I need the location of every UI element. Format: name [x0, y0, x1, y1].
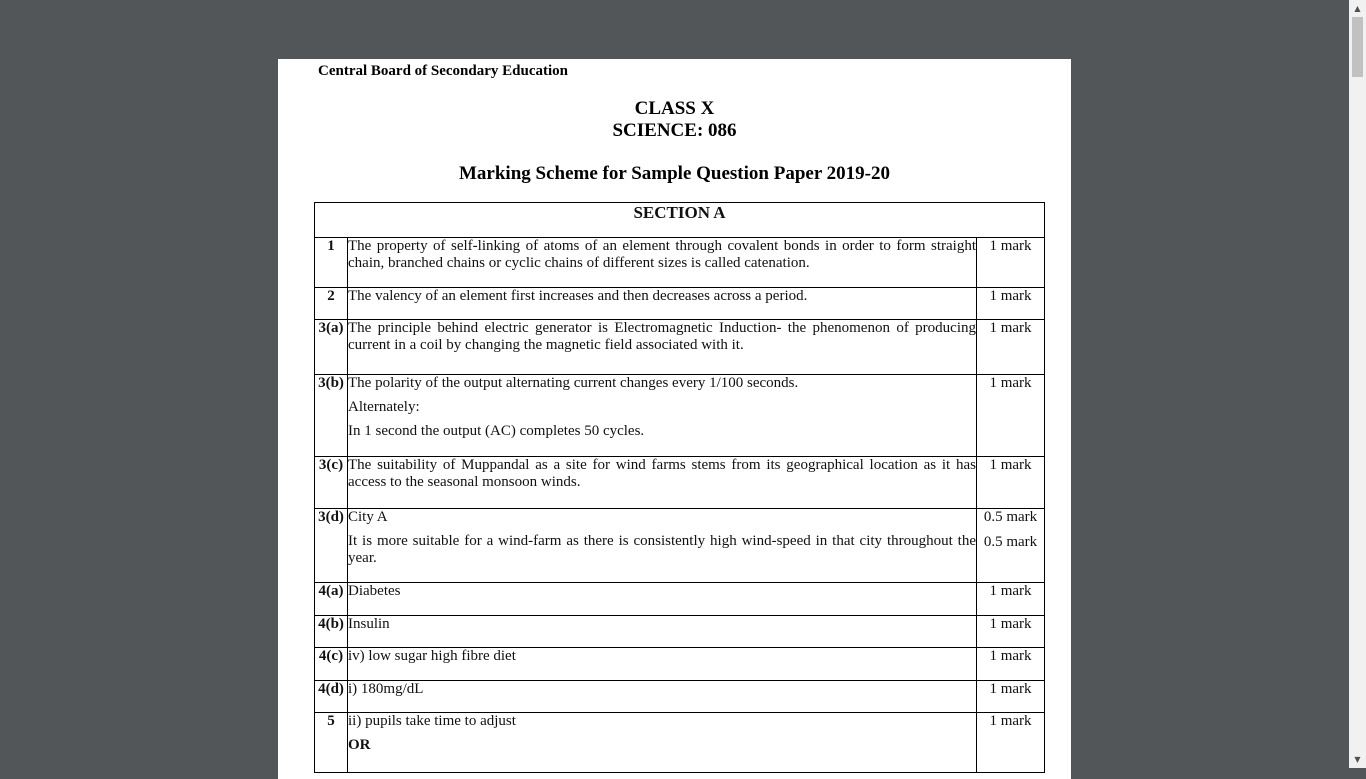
table-row: [315, 509, 1045, 583]
question-number: 3(b): [315, 375, 348, 457]
marks-cell: [977, 320, 1045, 375]
table-row: [315, 457, 1045, 509]
scroll-up-arrow-icon[interactable]: ▲: [1354, 4, 1361, 13]
question-number: 3(a): [315, 320, 348, 375]
question-number: 4(a): [315, 583, 348, 616]
scroll-down-arrow-icon[interactable]: ▼: [1354, 755, 1361, 764]
answer-text: ii) pupils take time to adjust: [348, 713, 516, 729]
marks-text: 1 mark: [989, 681, 1032, 697]
vertical-scrollbar[interactable]: [1349, 0, 1366, 768]
marks-text: 1 mark: [989, 238, 1032, 254]
question-number: 4(b): [315, 616, 348, 648]
marking-scheme-table: [314, 202, 1045, 773]
question-number: 5: [315, 713, 348, 773]
answer-cell: [348, 616, 977, 648]
marks-cell: [977, 681, 1045, 713]
table-row: [315, 681, 1045, 713]
answer-text: City A: [348, 509, 388, 525]
scrollbar-thumb[interactable]: [1352, 17, 1363, 77]
table-row: [315, 713, 1045, 773]
table-row: [315, 320, 1045, 375]
table-row: [315, 288, 1045, 320]
answer-text: In 1 second the output (AC) completes 50 cycles.: [348, 423, 645, 439]
answer-text: The suitability of Muppandal as a site for wind farms stems from its geographical location as it has access to the seasonal monsoon winds.: [348, 457, 976, 490]
marks-text: 1 mark: [989, 713, 1032, 729]
table-row: [315, 648, 1045, 681]
answer-text: It is more suitable for a wind-farm as there is consistently high wind-speed in that city throughout the year.: [348, 533, 976, 566]
marks-cell: [977, 457, 1045, 509]
question-number: 3(d): [315, 509, 348, 583]
answer-text: The principle behind electric generator is Electromagnetic Induction- the phenomenon of producing current in a coil by changing the magnetic field associated with it.: [348, 320, 976, 353]
board-header: Central Board of Secondary Education: [318, 63, 569, 79]
question-number: 4(c): [315, 648, 348, 681]
answer-text: Diabetes: [348, 583, 401, 599]
marks-text: 1 mark: [989, 648, 1032, 664]
marks-text: 1 mark: [989, 320, 1032, 336]
question-number: 3(c): [315, 457, 348, 509]
answer-cell: [348, 509, 977, 583]
marks-cell: [977, 238, 1045, 288]
answer-text: Alternately:: [348, 399, 420, 415]
answer-cell: [348, 457, 977, 509]
answer-cell: [348, 375, 977, 457]
answer-text: The property of self-linking of atoms of an element through covalent bonds in order to form straight chain, branched chains or cyclic chains of different sizes is called catenation.: [348, 238, 976, 271]
answer-cell: [348, 288, 977, 320]
marks-text: 1 mark: [989, 375, 1032, 391]
marks-cell: [977, 713, 1045, 773]
answer-text: OR: [348, 737, 371, 753]
table-row: [315, 238, 1045, 288]
marks-text: 1 mark: [989, 288, 1032, 304]
answer-cell: [348, 583, 977, 616]
table-row: [315, 583, 1045, 616]
marks-text: 0.5 mark: [983, 534, 1038, 550]
section-header-row: [315, 203, 1045, 238]
marks-text: 1 mark: [989, 583, 1032, 599]
answer-text: i) 180mg/dL: [348, 681, 424, 697]
class-title: CLASS X: [634, 98, 715, 119]
answer-cell: [348, 648, 977, 681]
question-number: 4(d): [315, 681, 348, 713]
subject-title: SCIENCE: 086: [612, 120, 737, 141]
answer-cell: [348, 681, 977, 713]
marks-cell: [977, 648, 1045, 681]
answer-cell: [348, 320, 977, 375]
document-page: [278, 59, 1071, 779]
marks-cell: [977, 375, 1045, 457]
marks-cell: [977, 616, 1045, 648]
table-row: [315, 375, 1045, 457]
question-number: 1: [315, 238, 348, 288]
section-title: SECTION A: [315, 203, 1045, 238]
answer-cell: [348, 238, 977, 288]
marks-text: 1 mark: [989, 616, 1032, 632]
marks-cell: [977, 509, 1045, 583]
question-number: 2: [315, 288, 348, 320]
marks-cell: [977, 583, 1045, 616]
answer-cell: [348, 713, 977, 773]
table-row: [315, 616, 1045, 648]
answer-text: The polarity of the output alternating current changes every 1/100 seconds.: [348, 375, 799, 391]
answer-text: The valency of an element first increases and then decreases across a period.: [348, 288, 808, 304]
marks-text: 0.5 mark: [983, 509, 1038, 525]
scheme-title: Marking Scheme for Sample Question Paper 2019-20: [459, 163, 890, 184]
answer-text: Insulin: [348, 616, 390, 632]
marks-text: 1 mark: [989, 457, 1032, 473]
marks-cell: [977, 288, 1045, 320]
answer-text: iv) low sugar high fibre diet: [348, 648, 516, 664]
